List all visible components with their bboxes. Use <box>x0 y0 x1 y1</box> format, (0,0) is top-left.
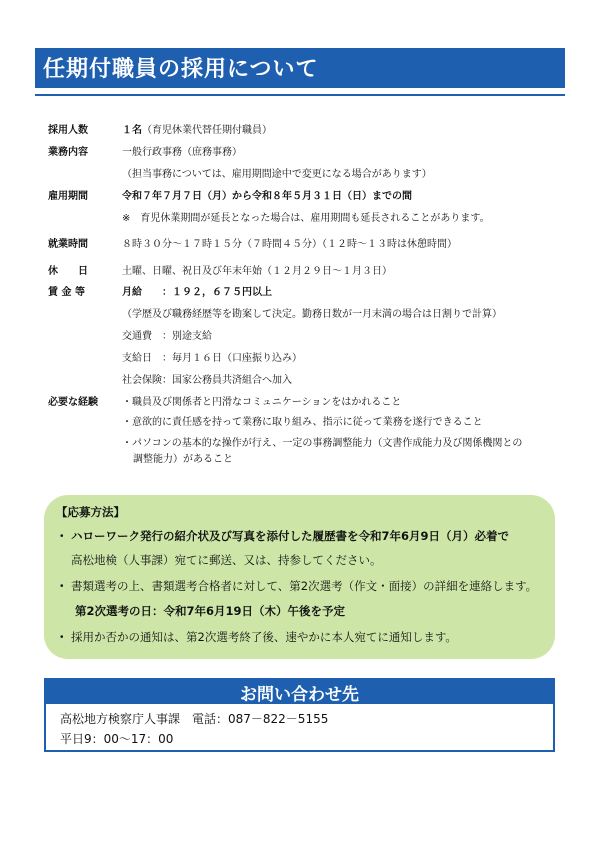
hours-value: ８時３０分～１７時１５分（７時間４５分）（１２時～１３時は休憩時間） <box>122 239 457 250</box>
contact-line-2: 平日9：00～17：00 <box>60 732 174 746</box>
payday: 支給日 ：毎月１６日（口座振り込み） <box>122 353 302 364</box>
exp-item-1: ・職員及び関係者と円滑なコミュニケーションをはかれること <box>122 397 402 408</box>
application-box <box>44 495 555 659</box>
duty-label: 業務内容 <box>48 147 88 158</box>
count-value: １名 <box>122 125 142 136</box>
period-value: 令和７年７月７日（月）から令和８年５月３１日（日）までの間 <box>122 191 412 202</box>
title-banner <box>35 48 565 88</box>
exp-item-3b: 調整能力）があること <box>133 454 233 465</box>
page-title: 任期付職員の採用について <box>43 57 319 82</box>
apply-heading: 【応募方法】 <box>56 505 125 519</box>
apply-line-3: 書類選考の上、書類選考合格者に対して、第2次選考（作文・面接）の詳細を連絡します。 <box>71 579 538 593</box>
apply-line-5: 採用か否かの通知は、第2次選考終了後、速やかに本人宛てに通知します。 <box>71 630 457 644</box>
count-value-line <box>122 121 272 136</box>
holiday-label: 休 日 <box>48 266 88 277</box>
duty-note: （担当事務については、雇用期間途中で変更になる場合があります） <box>122 169 432 180</box>
salary-label: 賃 金 等 <box>48 287 85 298</box>
exp-item-2: ・意欲的に責任感を持って業務に取り組み、指示に従って業務を遂行できること <box>122 417 483 428</box>
transport: 交通費 ：別途支給 <box>122 331 212 342</box>
period-label: 雇用期間 <box>48 191 88 202</box>
exp-label: 必要な経験 <box>48 397 98 408</box>
apply-line-4: 第2次選考の日：令和7年6月19日（木）午後を予定 <box>75 604 346 618</box>
exp-item-3a: ・パソコンの基本的な操作が行え、一定の事務調整能力（文書作成能力及び関係機関との <box>122 438 523 449</box>
duty-value: 一般行政事務（庶務事務） <box>122 147 242 158</box>
apply-line-1: ハローワーク発行の紹介状及び写真を添付した履歴書を令和7年6月9日（月）必着で <box>71 529 510 543</box>
bullet-3: ・ <box>56 630 68 644</box>
contact-header <box>44 678 555 704</box>
contact-line-1: 高松地方検察庁人事課 電話：087－822－5155 <box>60 712 329 726</box>
hours-label: 就業時間 <box>48 239 88 250</box>
period-note: ※ 育児休業期間が延長となった場合は、雇用期間も延長されることがあります。 <box>122 213 490 224</box>
divider <box>35 94 565 96</box>
bullet-2: ・ <box>56 579 68 593</box>
contact-box <box>44 704 555 752</box>
apply-line-2: 高松地検（人事課）宛てに郵送、又は、持参してください。 <box>71 553 382 567</box>
bullet-1: ・ <box>56 529 68 543</box>
salary-note: （学歴及び職務経歴等を勘案して決定。勤務日数が一月末満の場合は日割りで計算） <box>122 309 502 320</box>
count-label: 採用人数 <box>48 125 88 136</box>
insurance: 社会保険：国家公務員共済組合へ加入 <box>122 375 292 386</box>
contact-heading: お問い合わせ先 <box>240 685 359 705</box>
holiday-value: 土曜、日曜、祝日及び年末年始（１２月２９日～１月３日） <box>122 266 392 277</box>
salary-value: 月給 ：１９２，６７５円以上 <box>122 287 272 298</box>
count-note: （育児休業代替任期付職員） <box>142 125 272 136</box>
